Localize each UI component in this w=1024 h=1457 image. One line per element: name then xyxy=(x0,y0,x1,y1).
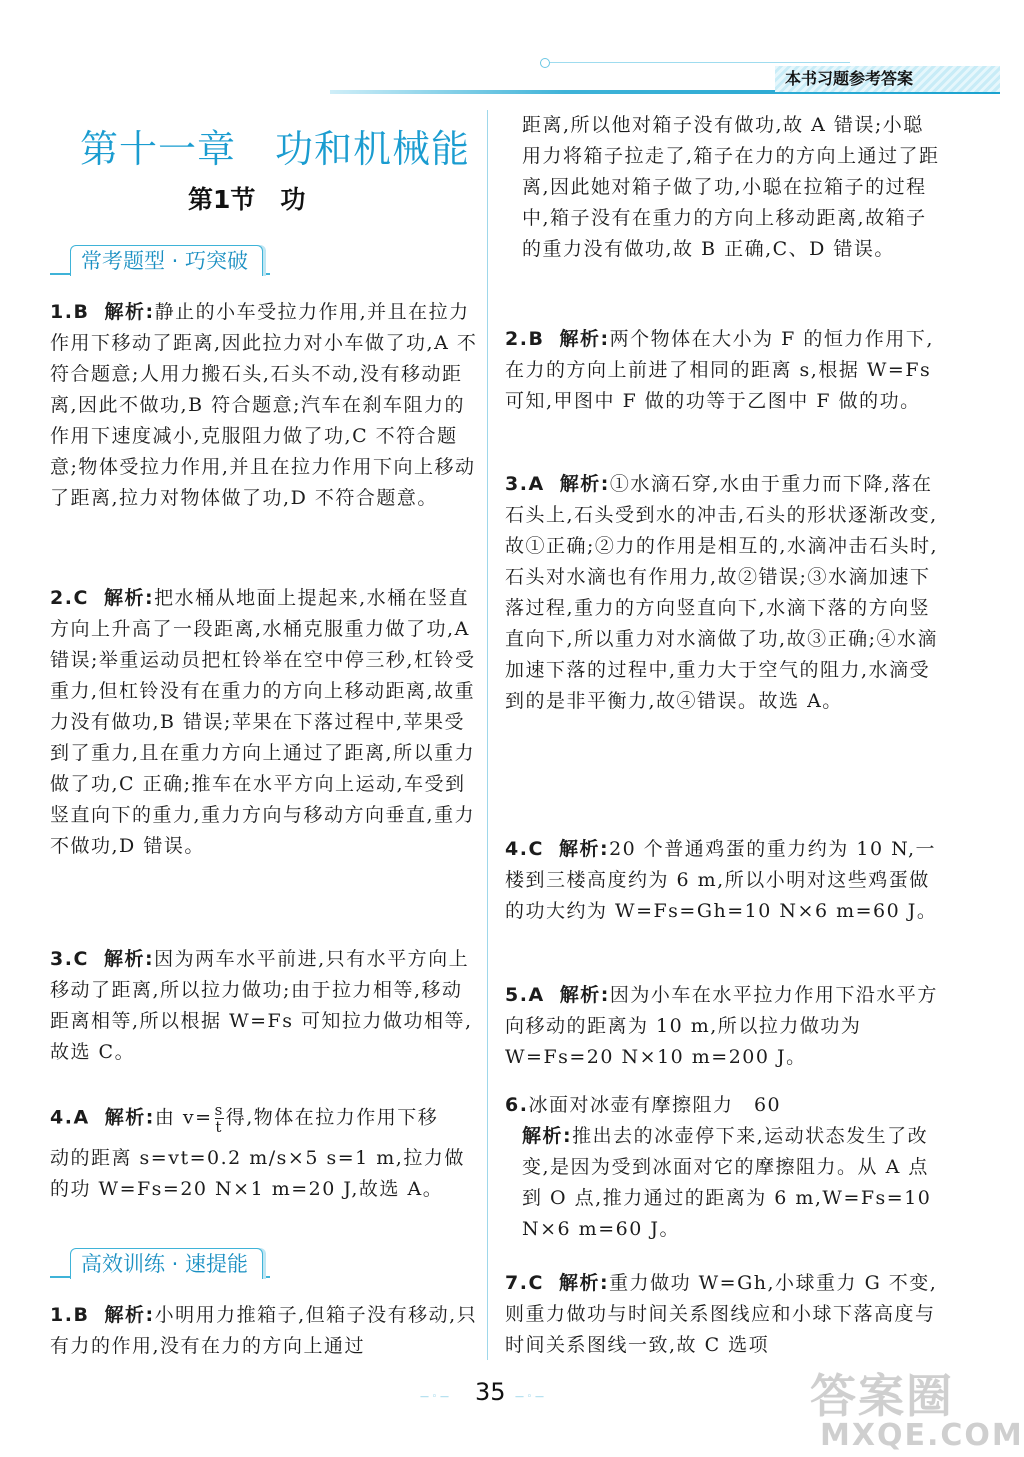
answer-item xyxy=(50,1300,480,1362)
fill-in-answer: 冰面对冰壶有摩擦阻力 60 xyxy=(528,1094,782,1116)
answer-text: 小明用力推箱子,但箱子没有移动,只有力的作用,没有在力的方向上通过 xyxy=(50,1304,478,1357)
answer-text: 得,物体在拉力作用下移 xyxy=(225,1106,439,1129)
answer-text: 把水桶从地面上提起来,水桶在竖直方向上升高了一段距离,水桶克服重力做了功,A 错误;举重运动员把杠铃举在空中停三秒,杠铃受重力,但杠铃没有在重力的方向上移动距离,故重力没有做功,B 错误;苹果在下落过程中,苹果受到了重力,且在重力方向上通过了距离,所以重力做了功,C 正确;推车在水平方向上运动,车受到竖直向下的重力,重力方向与移动方向垂直,重力不做功,D 错误。 xyxy=(50,587,476,857)
analysis-label: 解析: xyxy=(558,838,610,860)
answer-number: 2.B xyxy=(505,328,545,350)
section-banner-2 xyxy=(50,1248,475,1282)
analysis-label: 解析: xyxy=(559,984,610,1006)
answer-item xyxy=(50,944,480,1068)
answer-number: 5.A xyxy=(505,984,545,1006)
answer-item xyxy=(505,980,940,1073)
page-ornament-right: — ◦ — xyxy=(515,1392,545,1402)
analysis-label: 解析: xyxy=(559,473,610,495)
section-banner-1 xyxy=(50,245,475,279)
answer-item xyxy=(505,469,940,717)
answer-number: 1.B xyxy=(50,301,90,323)
analysis-label: 解析: xyxy=(104,1106,155,1129)
fraction xyxy=(215,1102,224,1135)
header-tab: 本书习题参考答案 xyxy=(775,66,1000,92)
answer-text: 推出去的冰壶停下来,运动状态发生了改变,是因为受到冰面对它的摩擦阻力。从 A 点到 O 点,推力通过的距离为 6 m,W=Fs=10 N×6 m=60 J。 xyxy=(522,1125,932,1240)
answer-item xyxy=(505,324,940,417)
answer-text: 20 个普通鸡蛋的重力约为 10 N,一楼到三楼高度约为 6 m,所以小明对这些鸡蛋做的功大约为 W=Fs=Gh=10 N×6 m=60 J。 xyxy=(505,838,938,922)
answer-number: 4.A xyxy=(50,1106,90,1129)
answer-text: 重力做功 W=Gh,小球重力 G 不变,则重力做功与时间关系图线应和小球下落高度与时间关系图线一致,故 C 选项 xyxy=(505,1272,938,1356)
answer-continuation xyxy=(522,110,940,265)
answer-item xyxy=(50,583,480,862)
answer-item xyxy=(50,297,480,514)
banner-label: 常考题型 · 巧突破 xyxy=(70,245,263,276)
answer-text: 距离,所以他对箱子没有做功,故 A 错误;小聪用力将箱子拉走了,箱子在力的方向上通过了距离,因此她对箱子做了功,小聪在拉箱子的过程中,箱子没有在重力的方向上移动距离,故箱子的重力没有做功,故 B 正确,C、D 错误。 xyxy=(522,114,940,260)
page-number: 35 xyxy=(475,1378,506,1406)
fraction-denominator: t xyxy=(215,1118,223,1136)
answer-text: 因为小车在水平拉力作用下沿水平方向移动的距离为 10 m,所以拉力做功为 W=Fs=20 N×10 m=200 J。 xyxy=(505,984,938,1068)
analysis-label: 解析: xyxy=(522,1125,573,1147)
page-ornament-left: — ◦ — xyxy=(420,1392,450,1402)
answer-text: ①水滴石穿,水由于重力而下降,落在石头上,石头受到水的冲击,石头的形状逐渐改变,故①正确;②力的作用是相互的,水滴冲击石头时,石头对水滴也有作用力,故②错误;③水滴加速下落过程,重力的方向竖直向下,水滴下落的方向竖直向下,所以重力对水滴做了功,故③正确;④水滴加速下落的过程中,重力大于空气的阻力,水滴受到的是非平衡力,故④错误。故选 A。 xyxy=(505,473,938,712)
answer-text: 静止的小车受拉力作用,并且在拉力作用下移动了距离,因此拉力对小车做了功,A 不符合题意;人用力搬石头,石头不动,没有移动距离,因此不做功,B 符合题意;汽车在刹车阻力的作用下速度减小,克服阻力做了功,C 不符合题意;物体受拉力作用,并且在拉力作用下向上移动了距离,拉力对物体做了功,D 不符合题意。 xyxy=(50,301,478,509)
answer-item xyxy=(505,1268,940,1361)
answer-number: 1.B xyxy=(50,1304,90,1326)
analysis-label: 解析: xyxy=(103,948,155,970)
chapter-title: 第十一章 功和机械能 xyxy=(80,127,471,171)
answer-item xyxy=(50,1102,480,1205)
fraction-numerator: s xyxy=(214,1101,224,1119)
section-title: 第1节 功 xyxy=(188,185,306,214)
analysis-label: 解析: xyxy=(103,587,155,609)
answer-item xyxy=(505,1090,940,1245)
watermark-bottom: MXQE.COM xyxy=(820,1418,1024,1453)
answer-number: 3.A xyxy=(505,473,545,495)
analysis-label: 解析: xyxy=(558,1272,610,1294)
analysis-label: 解析: xyxy=(559,328,610,350)
answer-item xyxy=(505,834,940,927)
banner-label: 高效训练 · 速提能 xyxy=(70,1248,263,1279)
answer-number: 7.C xyxy=(505,1272,544,1294)
answer-number: 2.C xyxy=(50,587,89,609)
watermark-logo xyxy=(800,1360,1024,1457)
watermark-top: 答案圈 xyxy=(810,1369,954,1423)
analysis-label: 解析: xyxy=(104,1304,155,1326)
answer-text: 因为两车水平前进,只有水平方向上移动了距离,所以拉力做功;由于拉力相等,移动距离相等,所以根据 W=Fs 可知拉力做功相等,故选 C。 xyxy=(50,948,473,1063)
answer-number: 3.C xyxy=(50,948,89,970)
answer-text: 两个物体在大小为 F 的恒力作用下,在力的方向上前进了相同的距离 s,根据 W=Fs 可知,甲图中 F 做的功等于乙图中 F 做的功。 xyxy=(505,328,934,412)
answer-number: 4.C xyxy=(505,838,544,860)
answer-number: 6. xyxy=(505,1094,529,1116)
answer-text: 动的距离 s=vt=0.2 m/s×5 s=1 m,拉力做的功 W=Fs=20 N×1 m=20 J,故选 A。 xyxy=(50,1147,465,1200)
answer-text: 由 v= xyxy=(154,1106,213,1129)
column-divider xyxy=(487,110,488,1360)
analysis-label: 解析: xyxy=(104,301,155,323)
